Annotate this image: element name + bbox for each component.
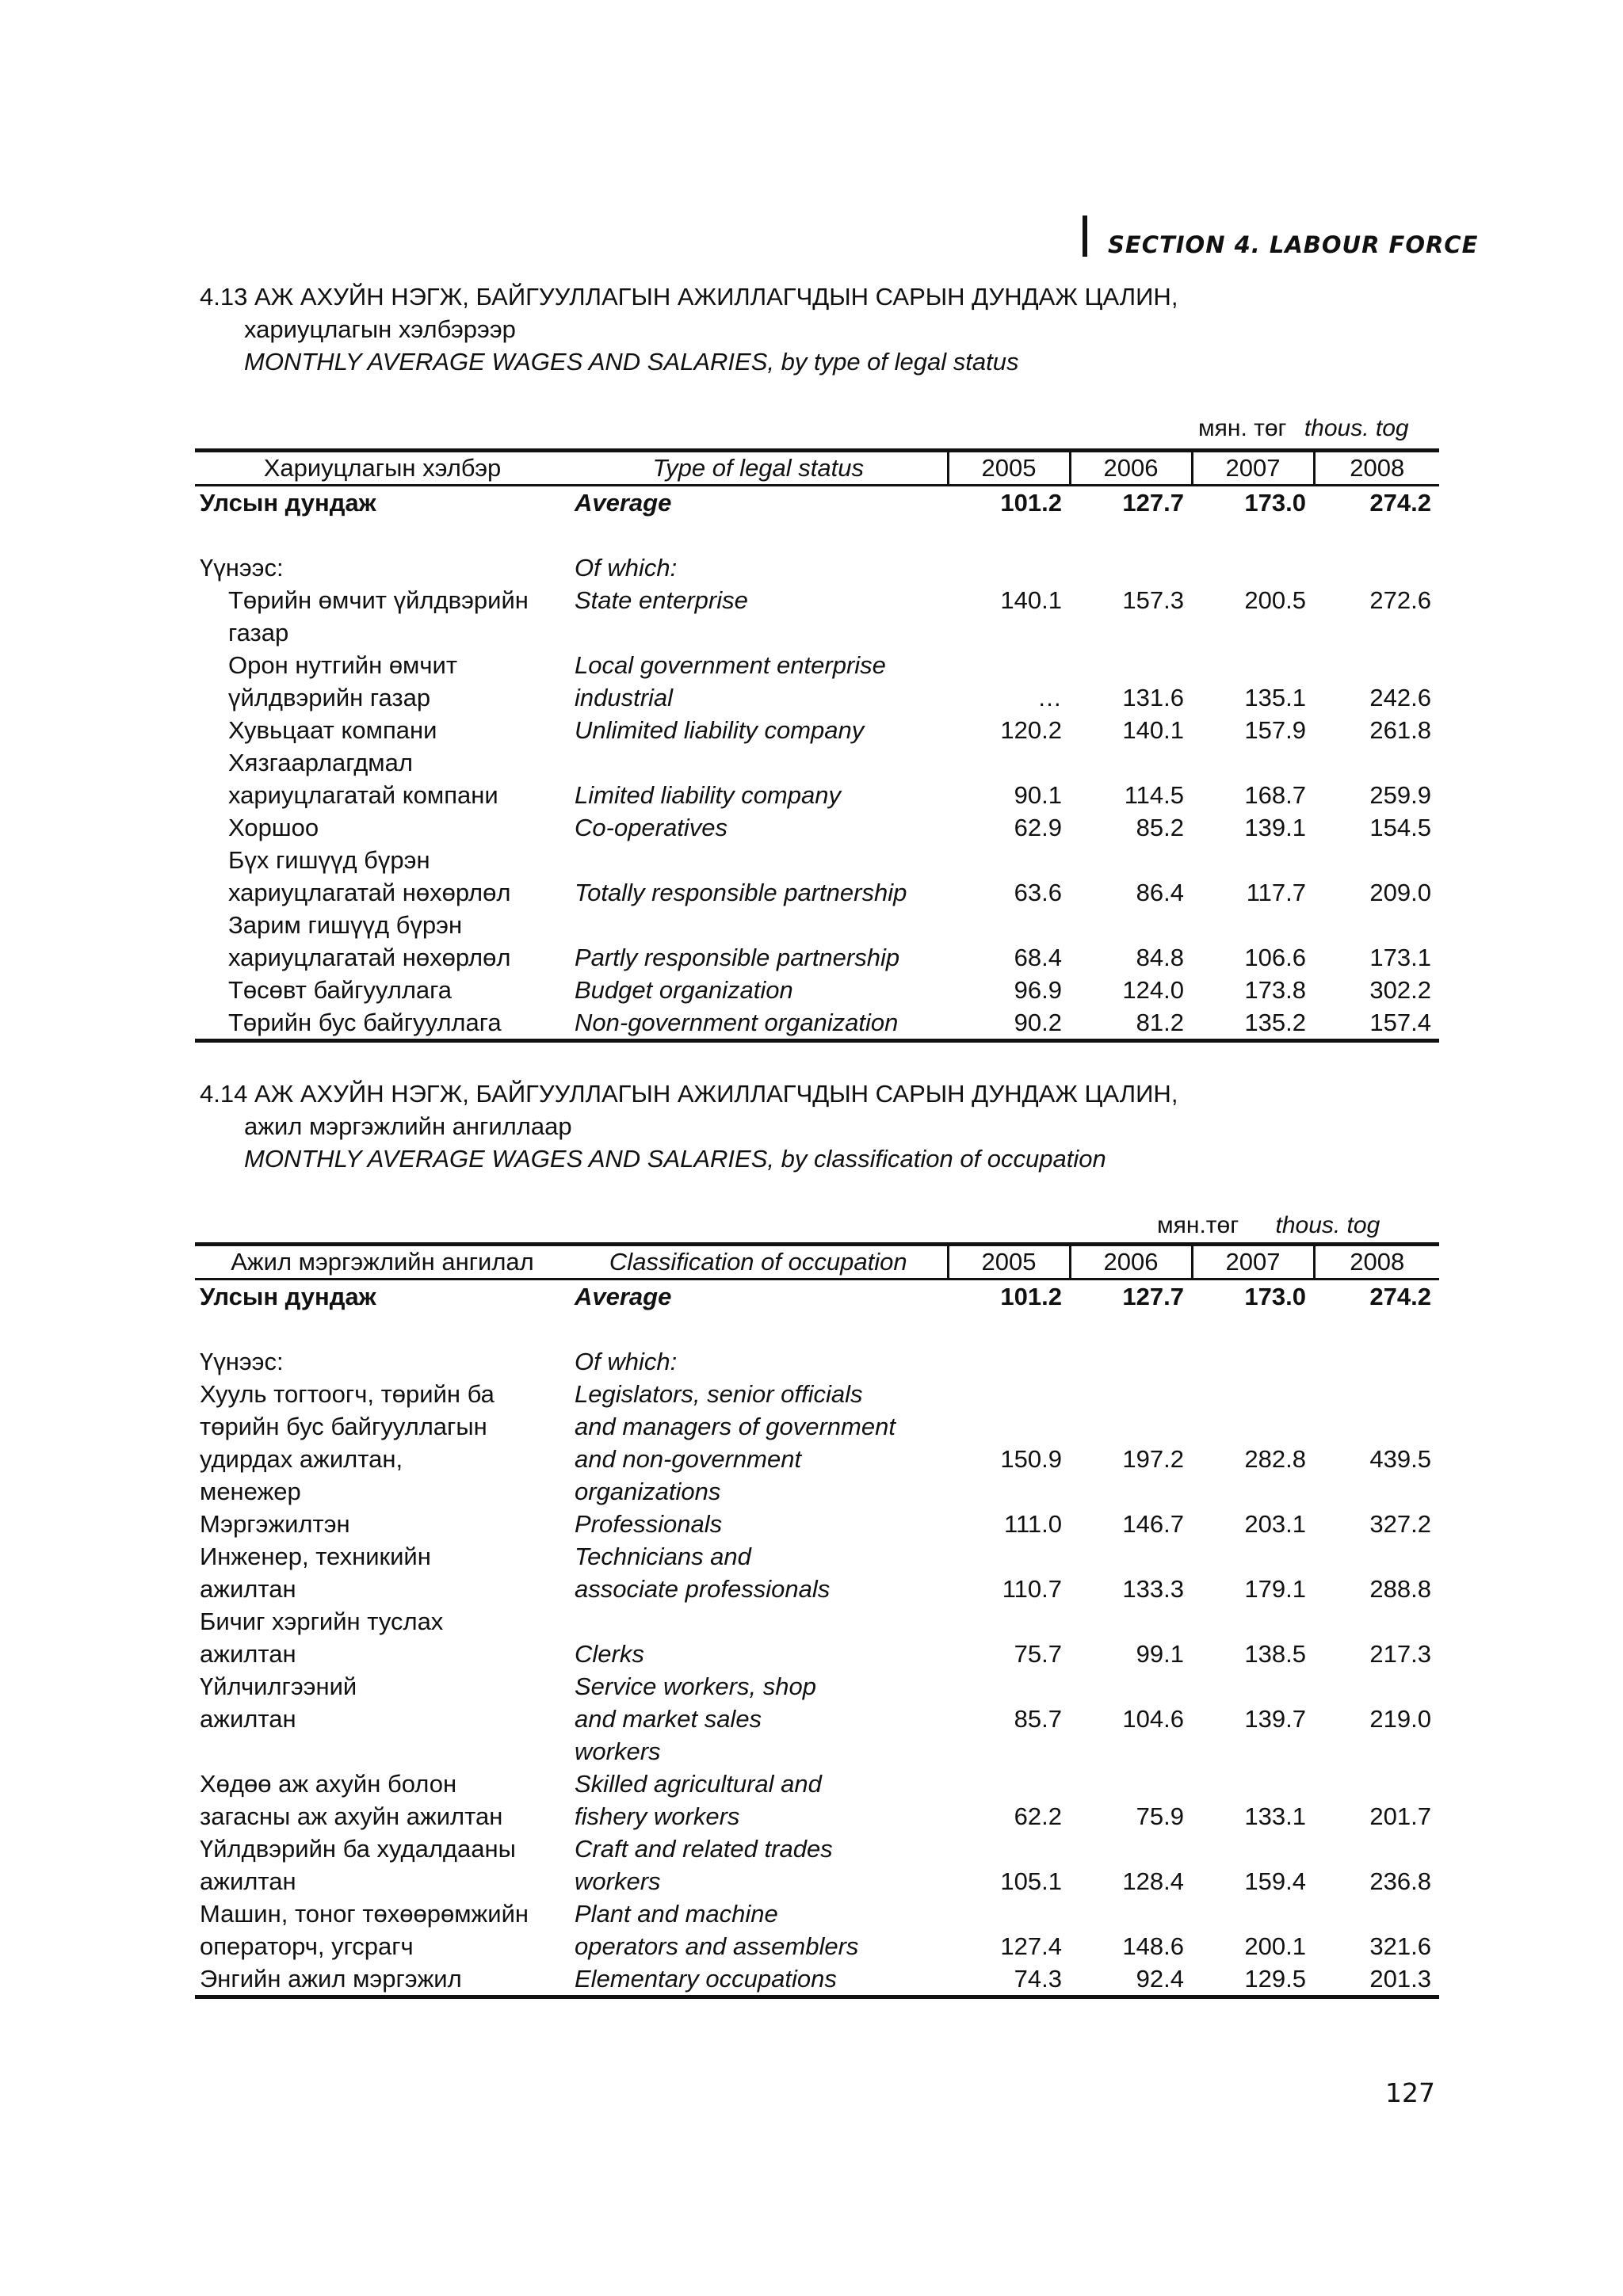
table1-units <box>1198 415 1409 442</box>
row-label-en: industrial <box>575 684 674 711</box>
empty-cell <box>1314 551 1439 584</box>
average-value: 274.2 <box>1369 1283 1431 1310</box>
row-label-en: operators and assemblers <box>575 1932 859 1960</box>
table-row <box>195 1897 1439 1930</box>
section-header <box>1083 215 1478 257</box>
row-value: 327.2 <box>1369 1510 1431 1538</box>
table2-title-block <box>200 1077 1436 1175</box>
row-label-en: workers <box>575 1737 661 1765</box>
row-value: 85.7 <box>1014 1705 1062 1733</box>
row-label-en: Budget organization <box>575 976 793 1004</box>
row-label-mn: Хөдөө аж ахуйн болон <box>200 1770 457 1798</box>
empty-cell <box>948 1410 1070 1443</box>
empty-cell <box>1070 1768 1192 1800</box>
table-row <box>195 1475 1439 1508</box>
header-year: 2005 <box>948 1245 1070 1280</box>
header-year: 2006 <box>1070 1245 1192 1280</box>
empty-cell <box>1314 909 1439 941</box>
row-value: 135.1 <box>1244 684 1306 711</box>
average-value: 127.7 <box>1122 1283 1184 1310</box>
row-label-mn: Машин, тоног төхөөрөмжийн <box>200 1900 529 1928</box>
row-label-mn: Үйлдвэрийн ба худалдааны <box>200 1835 516 1863</box>
row-value: 127.4 <box>1000 1932 1062 1960</box>
empty-cell <box>1070 746 1192 779</box>
row-label-mn: Бүх гишүүд бүрэн <box>228 846 430 874</box>
row-value: 139.7 <box>1244 1705 1306 1733</box>
empty-cell <box>1070 909 1192 941</box>
average-row <box>195 1280 1439 1314</box>
table-row <box>195 1573 1439 1605</box>
average-value: 173.0 <box>1244 1283 1306 1310</box>
row-value: 110.7 <box>1002 1575 1062 1603</box>
row-label-mn: Төрийн бус байгууллага <box>195 1006 570 1041</box>
empty-cell <box>1192 1605 1314 1638</box>
row-value: 120.2 <box>1000 716 1062 744</box>
empty-cell <box>1314 1670 1439 1703</box>
row-value: 159.4 <box>1244 1867 1306 1895</box>
table-row <box>195 681 1439 714</box>
row-label-mn: Бичиг хэргийн туслах <box>200 1608 444 1635</box>
empty-cell <box>948 1833 1070 1865</box>
row-value: 157.9 <box>1244 716 1306 744</box>
row-label-en: and managers of government <box>575 1413 896 1440</box>
empty-cell <box>948 1605 1070 1638</box>
table-row <box>195 1800 1439 1833</box>
section-header-text: SECTION 4. LABOUR FORCE <box>1108 231 1479 258</box>
table-row <box>195 1833 1439 1865</box>
empty-cell <box>948 1768 1070 1800</box>
row-label-en: Limited liability company <box>575 781 841 809</box>
row-label-en: Professionals <box>575 1510 723 1538</box>
row-label-mn: Хоршоо <box>228 814 319 841</box>
table-row <box>195 714 1439 746</box>
row-value: 439.5 <box>1369 1445 1431 1473</box>
empty-cell <box>1070 1735 1192 1768</box>
row-value: 139.1 <box>1244 814 1306 841</box>
row-value: 81.2 <box>1070 1006 1192 1041</box>
average-label-en: Average <box>575 489 672 517</box>
empty-cell <box>1192 551 1314 584</box>
row-label-mn: Хязгаарлагдмал <box>228 749 413 776</box>
empty-cell <box>948 1540 1070 1573</box>
row-value: 90.1 <box>1014 781 1062 809</box>
empty-cell <box>948 1475 1070 1508</box>
row-value: 84.8 <box>1136 944 1184 971</box>
row-value: 272.6 <box>1369 586 1431 614</box>
table-row <box>195 1006 1439 1041</box>
row-value: 179.1 <box>1244 1575 1306 1603</box>
row-label-en: Technicians and <box>575 1543 751 1570</box>
row-value: 117.7 <box>1246 879 1306 906</box>
row-label-mn: Зарим гишүүд бүрэн <box>228 911 463 939</box>
table2-title-mn: 4.14 АЖ АХУЙН НЭГЖ, БАЙГУУЛЛАГЫН АЖИЛЛАГЧДЫН САРЫН ДУНДАЖ ЦАЛИН, <box>200 1080 1178 1108</box>
table-row <box>195 616 1439 649</box>
table-row <box>195 779 1439 811</box>
empty-cell <box>1192 1410 1314 1443</box>
average-value: 127.7 <box>1122 489 1184 517</box>
empty-cell <box>948 1345 1070 1378</box>
row-label-en: Co-operatives <box>575 814 727 841</box>
header-year: 2006 <box>1070 451 1192 486</box>
empty-cell <box>1314 616 1439 649</box>
row-value: 148.6 <box>1122 1932 1184 1960</box>
table2 <box>195 1242 1439 1999</box>
row-label-en: Service workers, shop <box>575 1672 816 1700</box>
spacer-row <box>195 519 1439 551</box>
row-value: 129.5 <box>1192 1962 1314 1997</box>
row-value: 154.5 <box>1369 814 1431 841</box>
row-label-mn: Энгийн ажил мэргэжил <box>195 1962 570 1997</box>
row-value: 168.7 <box>1244 781 1306 809</box>
table1-title-mn: 4.13 АЖ АХУЙН НЭГЖ, БАЙГУУЛЛАГЫН АЖИЛЛАГЧДЫН САРЫН ДУНДАЖ ЦАЛИН, <box>200 283 1178 311</box>
table-row <box>195 1638 1439 1670</box>
row-value: 321.6 <box>1369 1932 1431 1960</box>
row-value: 261.8 <box>1369 716 1431 744</box>
table-row <box>195 1865 1439 1897</box>
row-value: 62.2 <box>1014 1802 1062 1830</box>
header-year: 2005 <box>948 451 1070 486</box>
empty-cell <box>1070 1605 1192 1638</box>
row-label-en: associate professionals <box>575 1575 831 1603</box>
row-value: 62.9 <box>1014 814 1062 841</box>
row-value: 200.5 <box>1244 586 1306 614</box>
row-value: 131.6 <box>1122 684 1184 711</box>
empty-cell <box>1070 1345 1192 1378</box>
row-label-mn: ажилтан <box>200 1705 296 1733</box>
table-row <box>195 844 1439 876</box>
row-value: 68.4 <box>1014 944 1062 971</box>
row-label-mn: хариуцлагатай нөхөрлөл <box>228 879 511 906</box>
of-which-mn: Үүнээс: <box>200 1348 284 1375</box>
table-row <box>195 974 1439 1006</box>
table1-title-en: MONTHLY AVERAGE WAGES AND SALARIES, by type of legal status <box>244 348 1019 376</box>
empty-cell <box>1314 1540 1439 1573</box>
of-which-row <box>195 1345 1439 1378</box>
row-label-en: Local government enterprise <box>575 651 886 679</box>
row-value: 99.1 <box>1136 1640 1184 1668</box>
row-value: 236.8 <box>1369 1867 1431 1895</box>
row-value: 173.1 <box>1369 944 1431 971</box>
table1-units-en: thous. tog <box>1304 415 1409 441</box>
row-label-mn: менежер <box>200 1478 301 1505</box>
row-value: 140.1 <box>1000 586 1062 614</box>
header-mn: Ажил мэргэжлийн ангилал <box>195 1245 570 1280</box>
row-label-en: workers <box>575 1867 661 1895</box>
average-label-en: Average <box>575 1283 672 1310</box>
empty-cell <box>1070 844 1192 876</box>
row-value: 197.2 <box>1122 1445 1184 1473</box>
table2-units <box>1157 1212 1380 1239</box>
empty-cell <box>1192 616 1314 649</box>
empty-cell <box>1070 616 1192 649</box>
empty-cell <box>948 1897 1070 1930</box>
empty-cell <box>948 746 1070 779</box>
row-value: 105.1 <box>1000 1867 1062 1895</box>
table2-units-en: thous. tog <box>1275 1212 1381 1238</box>
empty-cell <box>1192 1475 1314 1508</box>
header-year: 2008 <box>1314 451 1439 486</box>
row-label-mn: Үйлчилгээний <box>200 1672 357 1700</box>
row-value: 146.7 <box>1122 1510 1184 1538</box>
row-value: 114.5 <box>1124 781 1184 809</box>
table1-subtitle-mn: хариуцлагын хэлбэрээр <box>244 315 516 343</box>
row-label-en: State enterprise <box>575 586 748 614</box>
row-value: 259.9 <box>1369 781 1431 809</box>
row-label-en: Craft and related trades <box>575 1835 833 1863</box>
empty-cell <box>948 649 1070 681</box>
row-value: 96.9 <box>1014 976 1062 1004</box>
empty-cell <box>1070 1410 1192 1443</box>
empty-cell <box>1314 1833 1439 1865</box>
row-value: 173.8 <box>1244 976 1306 1004</box>
row-label-mn: Төсөвт байгууллага <box>228 976 453 1004</box>
row-value: 157.4 <box>1314 1006 1439 1041</box>
empty-cell <box>1070 1475 1192 1508</box>
page-number: 127 <box>1385 2077 1435 2108</box>
table-row <box>195 1443 1439 1475</box>
row-label-mn: ажилтан <box>200 1575 296 1603</box>
empty-cell <box>1192 746 1314 779</box>
spacer-cell <box>195 1313 1439 1345</box>
empty-cell <box>1314 1410 1439 1443</box>
empty-cell <box>1070 1897 1192 1930</box>
row-label-mn: газар <box>228 619 289 646</box>
row-label-en: and non-government <box>575 1445 802 1473</box>
header-en: Type of legal status <box>570 451 948 486</box>
empty-cell <box>1070 1833 1192 1865</box>
empty-cell <box>1314 1378 1439 1410</box>
row-label-en: Elementary occupations <box>570 1962 948 1997</box>
empty-cell <box>1192 1897 1314 1930</box>
row-label-mn: төрийн бус байгууллагын <box>200 1413 487 1440</box>
average-value: 274.2 <box>1369 489 1431 517</box>
row-value: 200.1 <box>1244 1932 1306 1960</box>
empty-cell <box>1192 1540 1314 1573</box>
row-value: 302.2 <box>1369 976 1431 1004</box>
table2-units-mn: мян.төг <box>1157 1212 1239 1238</box>
row-value: … <box>1037 684 1062 711</box>
row-label-mn: Орон нутгийн өмчит <box>228 651 458 679</box>
table-row <box>195 1410 1439 1443</box>
average-value: 101.2 <box>1000 1283 1062 1310</box>
table-row <box>195 1735 1439 1768</box>
table-row <box>195 1540 1439 1573</box>
header-year: 2007 <box>1192 451 1314 486</box>
empty-cell <box>948 844 1070 876</box>
empty-cell <box>1314 1735 1439 1768</box>
empty-cell <box>1070 1670 1192 1703</box>
row-label-mn <box>195 1735 570 1768</box>
empty-cell <box>1314 844 1439 876</box>
header-row <box>195 451 1439 486</box>
row-value: 209.0 <box>1369 879 1431 906</box>
table-row <box>195 1703 1439 1735</box>
empty-cell <box>1314 1897 1439 1930</box>
row-value: 75.9 <box>1136 1802 1184 1830</box>
row-value: 111.0 <box>1004 1510 1062 1538</box>
table-row <box>195 584 1439 616</box>
empty-cell <box>948 1735 1070 1768</box>
row-value: 135.2 <box>1192 1006 1314 1041</box>
row-value: 124.0 <box>1122 976 1184 1004</box>
empty-cell <box>1192 649 1314 681</box>
row-label-mn: загасны аж ахуйн ажилтан <box>200 1802 503 1830</box>
of-which-mn: Үүнээс: <box>200 554 284 582</box>
row-label-en <box>570 844 948 876</box>
row-value: 138.5 <box>1244 1640 1306 1668</box>
row-value: 150.9 <box>1000 1445 1062 1473</box>
empty-cell <box>1314 1605 1439 1638</box>
empty-cell <box>1192 1345 1314 1378</box>
row-label-mn: ажилтан <box>200 1640 296 1668</box>
row-label-mn: Инженер, техникийн <box>200 1543 431 1570</box>
empty-cell <box>1314 1345 1439 1378</box>
empty-cell <box>1192 909 1314 941</box>
row-value: 128.4 <box>1122 1867 1184 1895</box>
row-label-en: Clerks <box>575 1640 644 1668</box>
empty-cell <box>1070 1540 1192 1573</box>
table-row <box>195 876 1439 909</box>
row-value: 63.6 <box>1014 879 1062 906</box>
empty-cell <box>1192 1735 1314 1768</box>
average-label-mn: Улсын дундаж <box>200 1283 376 1310</box>
average-label-mn: Улсын дундаж <box>200 489 376 517</box>
row-value: 201.7 <box>1369 1802 1431 1830</box>
row-value: 219.0 <box>1369 1705 1431 1733</box>
empty-cell <box>1314 746 1439 779</box>
table1-title-block <box>200 280 1436 378</box>
empty-cell <box>1070 551 1192 584</box>
row-label-mn: Төрийн өмчит үйлдвэрийн <box>228 586 529 614</box>
row-label-mn: Хууль тогтоогч, төрийн ба <box>200 1380 495 1408</box>
row-label-mn: Хувьцаат компани <box>228 716 437 744</box>
spacer-cell <box>195 519 1439 551</box>
empty-cell <box>948 909 1070 941</box>
table-row <box>195 1378 1439 1410</box>
header-row <box>195 1245 1439 1280</box>
row-value: 85.2 <box>1136 814 1184 841</box>
row-label-mn: ажилтан <box>200 1867 296 1895</box>
row-label-mn: хариуцлагатай компани <box>228 781 498 809</box>
row-label-en <box>570 616 948 649</box>
row-value: 106.6 <box>1244 944 1306 971</box>
table-row <box>195 1508 1439 1540</box>
table-row <box>195 1962 1439 1997</box>
row-label-en: Non-government organization <box>570 1006 948 1041</box>
row-label-mn: операторч, угсрагч <box>200 1932 414 1960</box>
average-value: 173.0 <box>1244 489 1306 517</box>
table2-title-en: MONTHLY AVERAGE WAGES AND SALARIES, by classification of occupation <box>244 1145 1106 1173</box>
row-label-en: Partly responsible partnership <box>575 944 900 971</box>
row-label-en: and market sales <box>575 1705 762 1733</box>
table-row <box>195 1768 1439 1800</box>
row-label-en: Totally responsible partnership <box>575 879 907 906</box>
header-year: 2007 <box>1192 1245 1314 1280</box>
row-label-en: Plant and machine <box>575 1900 778 1928</box>
table-row <box>195 1670 1439 1703</box>
row-label-en <box>570 1605 948 1638</box>
table-row <box>195 1930 1439 1962</box>
row-value: 282.8 <box>1244 1445 1306 1473</box>
row-label-mn: үйлдвэрийн газар <box>228 684 431 711</box>
table-row <box>195 811 1439 844</box>
row-value: 104.6 <box>1122 1705 1184 1733</box>
row-value: 92.4 <box>1070 1962 1192 1997</box>
row-label-en <box>570 746 948 779</box>
row-label-en: Unlimited liability company <box>575 716 865 744</box>
empty-cell <box>1192 1768 1314 1800</box>
row-value: 133.3 <box>1122 1575 1184 1603</box>
header-en: Classification of occupation <box>570 1245 948 1280</box>
empty-cell <box>1070 1378 1192 1410</box>
empty-cell <box>948 616 1070 649</box>
table-row <box>195 941 1439 974</box>
table2-subtitle-mn: ажил мэргэжлийн ангиллаар <box>244 1112 572 1140</box>
table-row <box>195 909 1439 941</box>
header-year: 2008 <box>1314 1245 1439 1280</box>
empty-cell <box>1192 1378 1314 1410</box>
row-value: 157.3 <box>1122 586 1184 614</box>
empty-cell <box>1192 1670 1314 1703</box>
average-row <box>195 486 1439 520</box>
empty-cell <box>1314 1475 1439 1508</box>
row-value: 201.3 <box>1314 1962 1439 1997</box>
row-value: 203.1 <box>1244 1510 1306 1538</box>
empty-cell <box>948 551 1070 584</box>
row-value: 288.8 <box>1369 1575 1431 1603</box>
row-value: 133.1 <box>1244 1802 1306 1830</box>
empty-cell <box>948 1378 1070 1410</box>
empty-cell <box>948 1670 1070 1703</box>
spacer-row <box>195 1313 1439 1345</box>
row-value: 217.3 <box>1369 1640 1431 1668</box>
table1-units-mn: мян. төг <box>1198 415 1287 441</box>
row-value: 140.1 <box>1122 716 1184 744</box>
row-value: 75.7 <box>1014 1640 1062 1668</box>
of-which-row <box>195 551 1439 584</box>
row-label-mn: удирдах ажилтан, <box>200 1445 403 1473</box>
empty-cell <box>1192 1833 1314 1865</box>
empty-cell <box>1314 1768 1439 1800</box>
row-value: 86.4 <box>1136 879 1184 906</box>
row-value: 74.3 <box>948 1962 1070 1997</box>
row-label-en: fishery workers <box>575 1802 740 1830</box>
row-label-en: organizations <box>575 1478 721 1505</box>
average-value: 101.2 <box>1000 489 1062 517</box>
empty-cell <box>1070 649 1192 681</box>
empty-cell <box>1314 649 1439 681</box>
table1 <box>195 448 1439 1043</box>
row-label-en: Legislators, senior officials <box>575 1380 863 1408</box>
row-label-mn: хариуцлагатай нөхөрлөл <box>228 944 511 971</box>
table-row <box>195 649 1439 681</box>
table-row <box>195 746 1439 779</box>
empty-cell <box>1192 844 1314 876</box>
row-label-mn: Мэргэжилтэн <box>200 1510 350 1538</box>
of-which-en: Of which: <box>575 1348 678 1375</box>
row-value: 242.6 <box>1369 684 1431 711</box>
of-which-en: Of which: <box>575 554 678 582</box>
row-label-en: Skilled agricultural and <box>575 1770 822 1798</box>
row-value: 90.2 <box>948 1006 1070 1041</box>
header-mn: Хариуцлагын хэлбэр <box>195 451 570 486</box>
table-row <box>195 1605 1439 1638</box>
row-label-en <box>570 909 948 941</box>
